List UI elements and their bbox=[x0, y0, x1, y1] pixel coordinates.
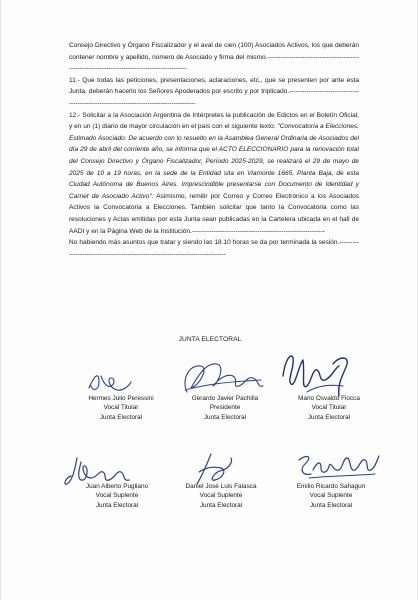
signatory-body: Junta Electoral bbox=[307, 413, 351, 421]
signatory-body: Junta Electoral bbox=[203, 413, 247, 421]
edict-quote: "Convocatoria a Elecciones. Estimado Asociado: De acuerdo con lo resuelto en la Asamblea General Ordinaria de Asociados del día 29 de abril del corriente año, se informa que el ACTO ELECCIONARIO para la renovación total del Consejo Directivo y Órgano Fiscalizador, Período 2025-2029, se realizará el 29 de mayo de 2025 de 10 a 19 horas, en la sede de la Entidad sita en Viamonte 1665, Planta Baja, de esta Ciudad Autónoma de Buenos Aires. Imprescindible presentarse con Documento de Identidad y Carnet de Asociado Activo" bbox=[69, 123, 359, 200]
signatory-body: Junta Electoral bbox=[99, 413, 143, 421]
signatory-fiocca bbox=[269, 394, 389, 422]
signatory-name: Gerardo Javier Pachilla bbox=[191, 395, 259, 402]
signatory-body: Junta Electoral bbox=[309, 501, 353, 509]
signatory-name: Daniel José Luis Falasca bbox=[185, 483, 257, 490]
signatory-name: Hermes Julio Peressini bbox=[88, 395, 154, 402]
paragraph-12-intro: 12.- Solicitar a la Asociación Argentina de Intérpretes la publicación de Edictos en el Boletín Oficial, y en un (1) diario de mayor circulación en el país con el siguiente texto: bbox=[69, 111, 359, 131]
signatory-pachilla bbox=[165, 394, 285, 422]
signatory-name: Mario Osvaldo Fiocca bbox=[298, 395, 360, 402]
signatory-name: Juan Alberto Pugliano bbox=[85, 483, 149, 490]
signature-peressini bbox=[85, 368, 135, 396]
signatory-body: Junta Electoral bbox=[199, 501, 243, 509]
signatory-role: Vocal Titular bbox=[311, 404, 347, 412]
signatory-falasca bbox=[161, 482, 281, 510]
signature-sahagun bbox=[291, 448, 383, 484]
signatory-sahagun bbox=[271, 482, 391, 510]
signatory-body: Junta Electoral bbox=[95, 501, 139, 509]
signatory-name: Emilio Ricardo Sahagun bbox=[296, 483, 366, 490]
signatory-role: Vocal Suplente bbox=[95, 492, 139, 500]
signatory-role: Presidente bbox=[209, 404, 241, 412]
paragraph-closing: No habiendo más asuntos que tratar y siendo las 18.10 horas se da por terminada la sesión.--------------------------------------------------------------------------------- bbox=[69, 239, 359, 258]
signatory-pugliano bbox=[57, 482, 177, 510]
signatory-role: Vocal Suplente bbox=[309, 492, 353, 500]
paragraph-11: 11.- Que todas las peticiones, presentaciones, aclaraciones, etc., que se presenten por ante esta Junta, deberán hacerlo los Señores Apoderados por escrito y por triplicado.------------------------------------------------------------------------------------------ bbox=[69, 76, 359, 107]
paragraph-12 bbox=[69, 110, 359, 238]
signatory-role: Vocal Titular bbox=[103, 404, 139, 412]
junta-electoral-heading: JUNTA ELECTORAL bbox=[178, 336, 242, 343]
signatory-peressini bbox=[61, 394, 181, 422]
paragraph-12-end: . Asimismo, remitir por Correo y Correo Electrónico a los Asociados Activos la Convocatoria a Elecciones. También solicitar que tanto la Convocatoria como las resoluciones y Actas emitidas por esta Junta sean publicadas en la Cartelera ubicada en el hall de AADI y en la Página Web de la Institución.------------------------------------------------------------- bbox=[69, 192, 359, 235]
signatory-role: Vocal Suplente bbox=[199, 492, 243, 500]
paragraph-aval: Consejo Directivo y Órgano Fiscalizador y el aval de cien (100) Asociados Activos, los que deberán contener nombre y apellido, número de Asociado y firma del mismo.------------------------------------------------------------------------------------------------ bbox=[69, 42, 359, 73]
document-body bbox=[69, 40, 359, 260]
